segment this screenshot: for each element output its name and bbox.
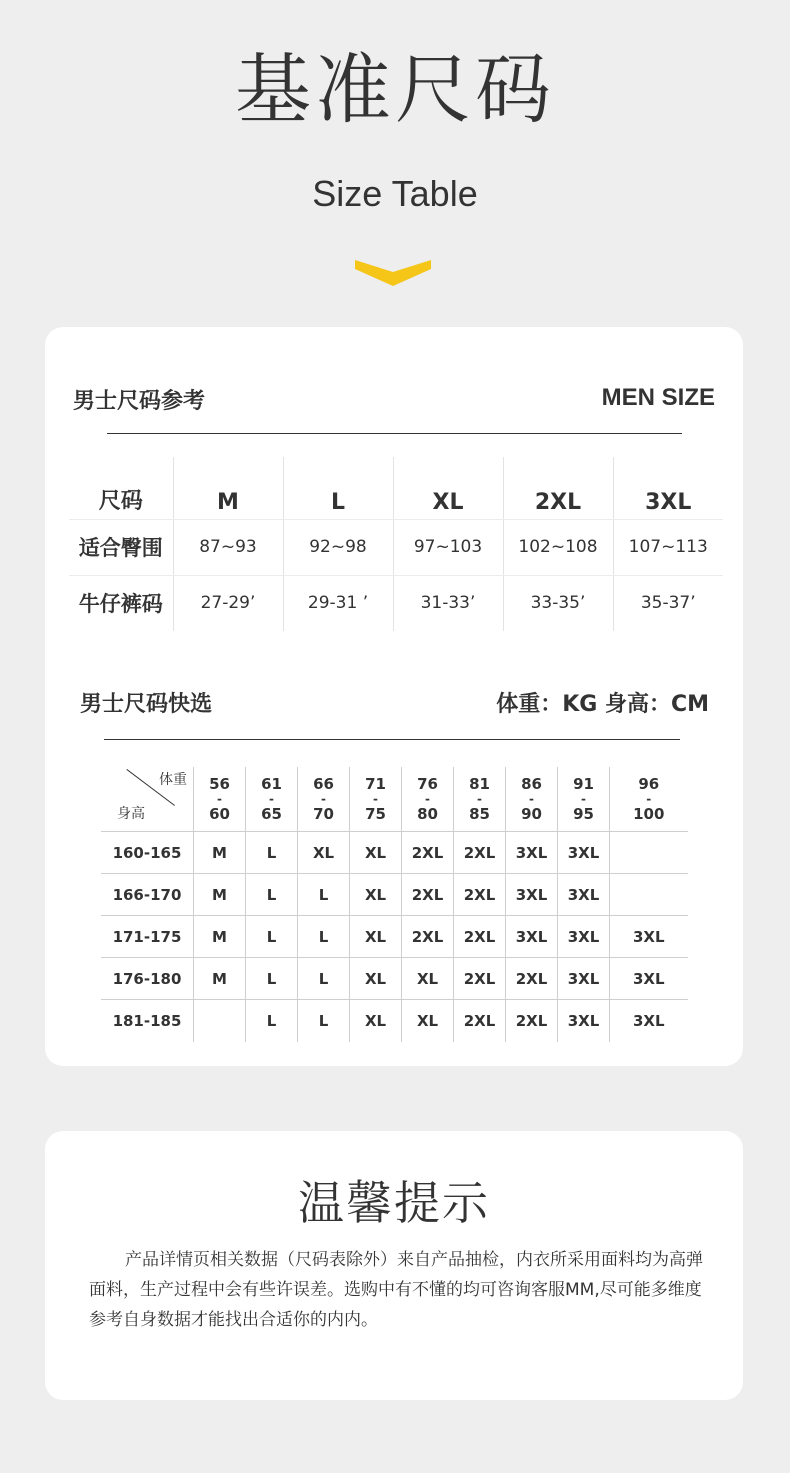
weight-from: 56 — [209, 775, 230, 793]
weight-to: 85 — [469, 805, 490, 823]
height-range-cell: 171-175 — [101, 916, 194, 958]
size-chart-card — [45, 327, 743, 1066]
height-range-cell: 160-165 — [101, 832, 194, 874]
weight-range-cell: 76 - 80 — [402, 767, 454, 832]
size-header-cell: M — [173, 457, 283, 519]
size-cell: 3XL — [506, 832, 558, 874]
divider — [104, 739, 680, 740]
size-cell: 2XL — [402, 916, 454, 958]
size-reference-table — [69, 457, 723, 631]
weight-range-cell: 66 - 70 — [298, 767, 350, 832]
table-cell: 102~108 — [503, 519, 613, 575]
weight-range-cell: 86 - 90 — [506, 767, 558, 832]
weight-to: 70 — [313, 805, 334, 823]
size-cell: XL — [298, 832, 350, 874]
row-label: 牛仔裤码 — [69, 575, 173, 631]
size-header-cell: 2XL — [503, 457, 613, 519]
size-header-label: 尺码 — [69, 457, 173, 519]
size-cell: 2XL — [454, 832, 506, 874]
chevron-down-icon — [355, 256, 431, 286]
table-cell: 87~93 — [173, 519, 283, 575]
weight-from: 81 — [469, 775, 490, 793]
weight-from: 66 — [313, 775, 334, 793]
table-cell: 35-37’ — [640, 593, 696, 614]
table-cell: 107~113 — [613, 519, 723, 575]
height-range-cell: 166-170 — [101, 874, 194, 916]
size-header-row — [69, 457, 723, 519]
size-cell: L — [298, 874, 350, 916]
weight-from: 96 — [638, 775, 660, 793]
weight-to: 60 — [209, 805, 230, 823]
page-title: 基准尺码 — [235, 45, 555, 134]
size-cell: 2XL — [454, 874, 506, 916]
size-header-cell: L — [283, 457, 393, 519]
table-row — [69, 575, 723, 631]
table-row — [101, 1000, 688, 1042]
size-cell — [194, 1000, 246, 1042]
size-cell: XL — [402, 958, 454, 1000]
size-cell: L — [298, 958, 350, 1000]
size-cell: 2XL — [454, 1000, 506, 1042]
size-cell: 2XL — [402, 874, 454, 916]
weight-to: 95 — [573, 805, 594, 823]
size-cell: L — [246, 1000, 298, 1042]
size-cell: 3XL — [558, 916, 610, 958]
size-cell: 3XL — [506, 916, 558, 958]
quick-select-title: 男士尺码快选 — [80, 692, 213, 717]
size-cell: 2XL — [454, 958, 506, 1000]
size-cell: M — [194, 958, 246, 1000]
weight-header-row — [101, 767, 688, 832]
size-reference-title: 男士尺码参考 — [73, 389, 206, 414]
size-cell — [610, 874, 688, 916]
weight-to: 65 — [261, 805, 282, 823]
size-header-cell: XL — [393, 457, 503, 519]
height-range-cell: 181-185 — [101, 1000, 194, 1042]
size-cell: 3XL — [558, 958, 610, 1000]
size-cell: L — [246, 832, 298, 874]
weight-range-cell: 96 - 100 — [610, 767, 688, 832]
size-cell: M — [194, 916, 246, 958]
size-cell: L — [246, 874, 298, 916]
tips-card — [45, 1131, 743, 1400]
table-cell: 97~103 — [393, 519, 503, 575]
weight-range-cell: 81 - 85 — [454, 767, 506, 832]
size-cell: 2XL — [506, 958, 558, 1000]
quick-select-units: 体重：KG 身高：CM — [496, 692, 709, 717]
row-label: 适合臀围 — [69, 519, 173, 575]
size-cell: 3XL — [610, 916, 688, 958]
weight-range-cell: 91 - 95 — [558, 767, 610, 832]
size-cell: M — [194, 832, 246, 874]
height-label: 身高 — [117, 806, 145, 822]
size-cell: 3XL — [610, 958, 688, 1000]
table-cell: 29-31 ’ — [283, 575, 393, 631]
size-cell: XL — [350, 1000, 402, 1042]
size-cell: M — [194, 874, 246, 916]
size-cell: L — [298, 916, 350, 958]
size-cell: L — [246, 958, 298, 1000]
size-cell: XL — [350, 958, 402, 1000]
size-cell: XL — [402, 1000, 454, 1042]
table-row — [101, 958, 688, 1000]
size-cell: 2XL — [402, 832, 454, 874]
size-cell: 3XL — [506, 874, 558, 916]
table-row — [101, 874, 688, 916]
size-cell: XL — [350, 832, 402, 874]
page-subtitle: Size Table — [312, 173, 478, 214]
weight-from: 91 — [573, 775, 594, 793]
size-cell: 3XL — [558, 1000, 610, 1042]
height-range-cell: 176-180 — [101, 958, 194, 1000]
weight-from: 86 — [521, 775, 542, 793]
size-cell: 2XL — [506, 1000, 558, 1042]
weight-range-cell: 56 - 60 — [194, 767, 246, 832]
weight-to: 80 — [417, 805, 438, 823]
table-cell: 33-35’ — [503, 575, 613, 631]
size-cell: L — [246, 916, 298, 958]
weight-to: 75 — [365, 805, 386, 823]
size-cell: XL — [350, 916, 402, 958]
table-cell: 31-33’ — [393, 575, 503, 631]
tips-body: 产品详情页相关数据（尺码表除外）来自产品抽检，内衣所采用面料均为高弹面料，生产过程中会有些许误差。选购中有不懂的均可咨询客服MM,尽可能多维度参考自身数据才能找出合适你的内内。 — [89, 1250, 703, 1330]
size-cell: L — [298, 1000, 350, 1042]
table-cell: 92~98 — [283, 519, 393, 575]
size-reference-title-en: MEN SIZE — [601, 384, 715, 411]
weight-from: 76 — [417, 775, 438, 793]
size-cell — [610, 832, 688, 874]
weight-to: 90 — [521, 805, 542, 823]
weight-from: 71 — [365, 775, 386, 793]
size-cell: 3XL — [632, 1011, 665, 1030]
tips-title: 温馨提示 — [298, 1176, 490, 1230]
table-cell: 27-29’ — [173, 575, 283, 631]
divider — [107, 433, 682, 434]
corner-cell — [101, 767, 194, 832]
size-cell: 3XL — [558, 874, 610, 916]
weight-range-cell: 71 - 75 — [350, 767, 402, 832]
table-row — [101, 832, 688, 874]
weight-range-cell: 61 - 65 — [246, 767, 298, 832]
table-row — [69, 519, 723, 575]
quick-select-table — [101, 767, 688, 1042]
size-cell: XL — [350, 874, 402, 916]
weight-from: 61 — [261, 775, 282, 793]
size-cell: 2XL — [454, 916, 506, 958]
weight-to: 100 — [633, 805, 665, 823]
weight-label: 体重 — [159, 772, 187, 788]
size-header-cell: 3XL — [613, 457, 723, 519]
table-row — [101, 916, 688, 958]
size-cell: 3XL — [558, 832, 610, 874]
